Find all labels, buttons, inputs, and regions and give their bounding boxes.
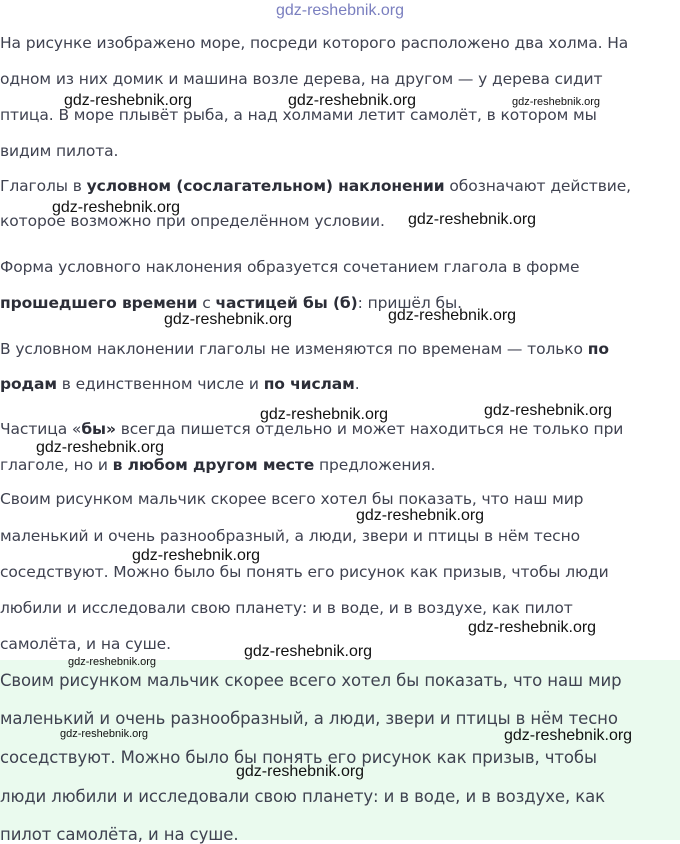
watermark: gdz-reshebnik.org xyxy=(260,406,389,423)
answer-green-line-5: пилот самолёта, и на суше. xyxy=(0,825,239,844)
header-watermark[interactable]: gdz-reshebnik.org xyxy=(275,2,405,19)
watermark: gdz-reshebnik.org xyxy=(468,619,597,636)
conditional-def-line-2: которое возможно при определённом условии. xyxy=(0,212,385,230)
answer-green-line-4: люди любили и исследовали свою планету: и в воде, и в воздухе, как xyxy=(0,787,605,806)
formation-line-1: Форма условного наклонения образуется сочетанием глагола в форме xyxy=(0,258,580,276)
particle-line-1: Частица «бы» всегда пишется отдельно и может находиться не только при xyxy=(0,420,624,438)
change-line-1: В условном наклонении глаголы не изменяются по временам — только по xyxy=(0,340,609,358)
change-line-2: родам в единственном числе и по числам. xyxy=(0,375,360,393)
watermark: gdz-reshebnik.org xyxy=(388,307,517,324)
watermark: gdz-reshebnik.org xyxy=(504,727,633,744)
watermark: gdz-reshebnik.org xyxy=(64,92,193,109)
answer-green-line-1: Своим рисунком мальчик скорее всего хотел бы показать, что наш мир xyxy=(0,671,622,690)
description-line-3: птица. В море плывёт рыба, а над холмами летит самолёт, в котором мы xyxy=(0,106,597,124)
particle-line-2: глаголе, но и в любом другом месте предложения. xyxy=(0,456,436,474)
watermark: gdz-reshebnik.org xyxy=(244,643,373,660)
answer-green-line-2: маленький и очень разнообразный, а люди, звери и птицы в нём тесно xyxy=(0,709,618,728)
watermark: gdz-reshebnik.org xyxy=(36,439,165,456)
answer-line-4: любили и исследовали свою планету: и в воде, и в воздухе, как пилот xyxy=(0,599,573,617)
answer-line-2: маленький и очень разнообразный, а люди, звери и птицы в нём тесно xyxy=(0,527,581,545)
watermark: gdz-reshebnik.org xyxy=(484,402,613,419)
watermark: gdz-reshebnik.org xyxy=(236,763,365,780)
watermark: gdz-reshebnik.org xyxy=(68,656,157,668)
watermark: gdz-reshebnik.org xyxy=(164,311,293,328)
answer-line-3: соседствуют. Можно было бы понять его рисунок как призыв, чтобы люди xyxy=(0,563,609,581)
description-line-1: На рисунке изображено море, посреди которого расположено два холма. На xyxy=(0,34,629,52)
description-line-4: видим пилота. xyxy=(0,142,119,160)
answer-line-5: самолёта, и на суше. xyxy=(0,635,171,653)
answer-green-line-3: соседствуют. Можно было бы понять его рисунок как призыв, чтобы xyxy=(0,748,597,767)
watermark: gdz-reshebnik.org xyxy=(512,96,601,108)
formation-line-2: прошедшего времени с частицей бы (б): пришёл бы. xyxy=(0,294,462,312)
conditional-def-line-1: Глаголы в условном (сослагательном) наклонении обозначают действие, xyxy=(0,177,631,195)
watermark: gdz-reshebnik.org xyxy=(356,507,485,524)
answer-line-1: Своим рисунком мальчик скорее всего хотел бы показать, что наш мир xyxy=(0,490,584,508)
watermark: gdz-reshebnik.org xyxy=(408,211,537,228)
description-line-2: одном из них домик и машина возле дерева, на другом — у дерева сидит xyxy=(0,70,603,88)
watermark: gdz-reshebnik.org xyxy=(132,547,261,564)
watermark: gdz-reshebnik.org xyxy=(60,728,149,740)
watermark: gdz-reshebnik.org xyxy=(288,92,417,109)
watermark: gdz-reshebnik.org xyxy=(52,199,181,216)
